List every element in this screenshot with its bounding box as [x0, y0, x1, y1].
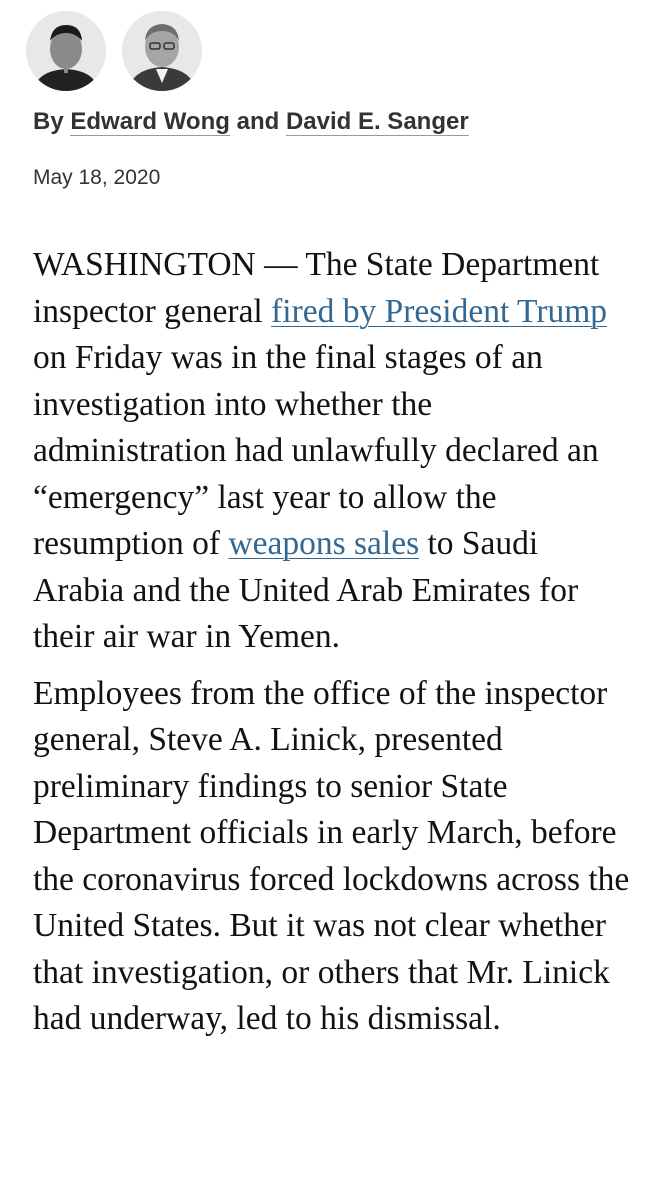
p1-text-3: to Saudi Arabia and the United Arab Emirates for their air war in Yemen. [33, 525, 579, 655]
byline [33, 106, 469, 138]
byline-prefix: By [33, 108, 64, 135]
author-link-david-sanger[interactable]: David E. Sanger [285, 108, 469, 135]
avatar-edward-wong[interactable] [26, 11, 106, 91]
byline-conjunction: and [236, 108, 280, 135]
publish-date: May 18, 2020 [33, 166, 161, 189]
author-link-edward-wong[interactable]: Edward Wong [70, 108, 230, 135]
p1-text-2: on Friday was in the final stages of an investigation into whether the administration had unlawfully declared an “emergency” last year to allow the resumption of [33, 339, 599, 562]
paragraph-1 [33, 242, 633, 661]
author-avatars [26, 11, 202, 91]
link-weapons-sales[interactable]: weapons sales [228, 525, 420, 562]
article-body [33, 242, 633, 1053]
paragraph-2: Employees from the office of the inspector general, Steve A. Linick, presented preliminary findings to senior State Department officials in early March, before the coronavirus forced lockdowns across the United States. But it was not clear whether that investigation, or others that Mr. Linick had underway, led to his dismissal. [33, 674, 630, 1037]
link-fired-by-president-trump[interactable]: fired by President Trump [271, 292, 608, 330]
p1-text-1: WASHINGTON — The State Department inspector general [33, 246, 600, 330]
avatar-david-sanger[interactable] [122, 11, 202, 91]
